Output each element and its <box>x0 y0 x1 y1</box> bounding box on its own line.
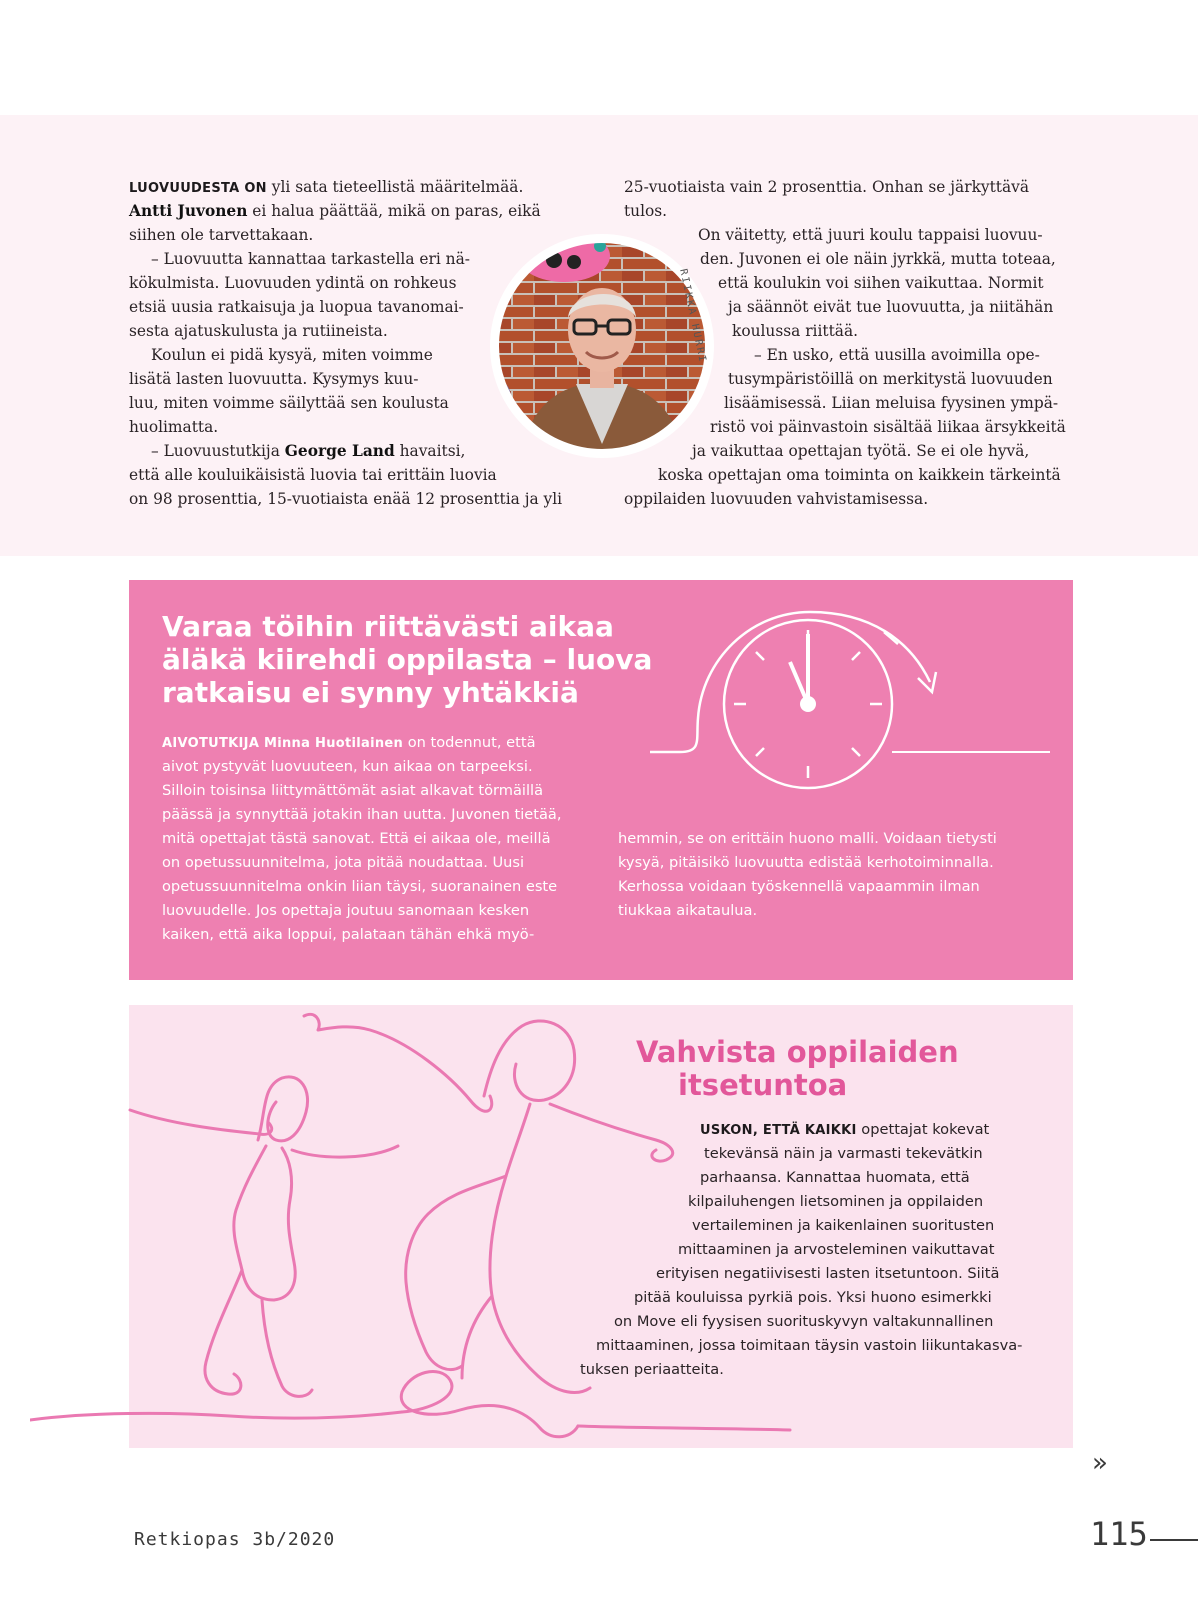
text-line: tekevänsä näin ja varmasti tekevätkin <box>704 1145 983 1162</box>
text-line: lisätä lasten luovuutta. Kysymys kuu- <box>129 370 419 388</box>
callout-title: Varaa töihin riittävästi aikaa äläkä kiirehdi oppilasta – luova ratkaisu ei synny yhtäkkiä <box>162 610 653 709</box>
text-line: ristö voi päinvastoin sisältää liikaa ärsykkeitä <box>710 418 1066 436</box>
text-line: kilpailuhengen lietsominen ja oppilaiden <box>688 1193 984 1210</box>
article-lead: LUOVUUDESTA ON <box>129 181 267 196</box>
text-line: koulussa riittää. <box>732 322 859 340</box>
text-line: – Luovuutta kannattaa tarkastella eri nä- <box>151 250 470 268</box>
text-line: Silloin toisinsa liittymättömät asiat alkavat törmäillä <box>162 782 544 799</box>
text-line: että alle kouluikäisistä luovia tai erittäin luovia <box>129 466 497 484</box>
callout-title <box>636 1036 959 1102</box>
text-line: huolimatta. <box>129 418 219 436</box>
text-line: tusympäristöillä on merkitystä luovuuden <box>728 370 1053 388</box>
text-line: kökulmista. Luovuuden ydintä on rohkeus <box>129 274 457 292</box>
text-line: – En usko, että uusilla avoimilla ope- <box>754 346 1040 364</box>
callout-lead: AIVOTUTKIJA Minna Huotilainen <box>162 736 404 751</box>
callout-esteem-text: USKON, ETTÄ KAIKKI opettajat kokevat tekevänsä näin ja varmasti tekevätkin parhaansa. Kannattaa huomata, että kilpailuhengen lietsominen ja oppilaiden vertaileminen ja kaikenlainen suoritusten mittaaminen ja arvosteleminen vaikuttavat erityisen negatiivisesti lasten itsetuntoon. Siitä pitää kouluissa pyrkiä pois. Yksi huono esimerkki on Move eli fyysisen suorituskyvyn valtakunnallinen mittaaminen, jossa toimitaan täysin vastoin liikuntakasva- tuksen periaatteita. <box>560 1118 1060 1378</box>
text-line: Koulun ei pidä kysyä, miten voimme <box>151 346 433 364</box>
text-line: pitää kouluissa pyrkiä pois. Yksi huono esimerkki <box>634 1289 992 1306</box>
callout-time-left-column: AIVOTUTKIJA Minna Huotilainen on todennut, että aivot pystyvät luovuuteen, kun aikaa on tarpeeksi. Silloin toisinsa liittymättömät asiat alkavat törmäillä päässä ja synnyttää jotakin ihan uutta. Juvonen tietää, mitä opettajat tästä sanovat. Että ei aikaa ole, meillä on opetussuunnitelma, jota pitää noudattaa. Uusi opetussuunnitelma onkin liian täysi, suoranainen este luovuudelle. Jos opettaja joutuu sanomaan kesken kaiken, että aika loppui, palataan tähän ehkä myö- <box>162 731 602 931</box>
text-line: päässä ja synnyttää jotakin ihan uutta. Juvonen tietää, <box>162 806 562 823</box>
clock-icon <box>640 600 1060 810</box>
page-number: 115 <box>1090 1515 1148 1553</box>
text-line: luovuudelle. Jos opettaja joutuu sanomaan kesken <box>162 902 530 919</box>
text-line: mittaaminen, jossa toimitaan täysin vastoin liikuntakasva- <box>596 1337 1023 1354</box>
text-line: hemmin, se on erittäin huono malli. Voidaan tietysti <box>618 830 997 847</box>
text-line: Kerhossa voidaan työskennellä vapaammin ilman <box>618 878 980 895</box>
text-line: 25-vuotiaista vain 2 prosenttia. Onhan se järkyttävä <box>624 178 1030 196</box>
text-line: että koulukin voi siihen vaikuttaa. Normit <box>718 274 1044 292</box>
callout-time-right-column <box>618 827 1048 927</box>
text-line: ja säännöt eivät tue luovuutta, ja niitähän <box>728 298 1054 316</box>
text-line: tiukkaa aikataulua. <box>618 902 758 919</box>
text-line: etsiä uusia ratkaisuja ja luopua tavanomai- <box>129 298 464 316</box>
text-line: parhaansa. Kannattaa huomata, että <box>700 1169 970 1186</box>
text-line: vertaileminen ja kaikenlainen suoritusten <box>692 1217 995 1234</box>
text-line: kysyä, pitäisikö luovuutta edistää kerhotoiminnalla. <box>618 854 994 871</box>
text-line: kaiken, että aika loppui, palataan tähän ehkä myö- <box>162 926 535 943</box>
publication-name: Retkiopas 3b/2020 <box>134 1529 336 1550</box>
text-line: mitä opettajat tästä sanovat. Että ei aikaa ole, meillä <box>162 830 551 847</box>
callout-title-line: itsetuntoa <box>678 1068 848 1102</box>
text-line: koska opettajan oma toiminta on kaikkein tärkeintä <box>658 466 1061 484</box>
callout-title-line: Vahvista oppilaiden <box>636 1035 959 1069</box>
page-number-rule <box>1150 1539 1198 1541</box>
text-line: tulos. <box>624 202 668 220</box>
text-line: den. Juvonen ei ole näin jyrkkä, mutta toteaa, <box>700 250 1056 268</box>
continue-arrow-icon: » <box>1092 1448 1108 1478</box>
text-line: luu, miten voimme säilyttää sen koulusta <box>129 394 449 412</box>
text-line: ja vaikuttaa opettajan työtä. Se ei ole hyvä, <box>692 442 1030 460</box>
article-left-column: LUOVUUDESTA ON yli sata tieteellistä määritelmää. Antti Juvonen ei halua päättää, mikä on paras, eikä siihen ole tarvettakaan. – Luovuutta kannattaa tarkastella eri nä- kökulmista. Luovuuden ydintä on rohkeus etsiä uusia ratkaisuja ja luopua tavanomai- sesta ajatuskulusta ja rutiineista. Koulun ei pidä kysyä, miten voimme lisätä lasten luovuutta. Kysymys kuu- luu, miten voimme säilyttää sen koulusta huolimatta. – Luovuustutkija George Land havaitsi, että alle kouluikäisistä luovia tai erittäin luovia on 98 prosenttia, 15-vuotiaista enää 12 prosenttia ja yli <box>129 175 579 515</box>
text-line: aivot pystyvät luovuuteen, kun aikaa on tarpeeksi. <box>162 758 533 775</box>
text-line: on Move eli fyysisen suorituskyvyn valtakunnallinen <box>614 1313 994 1330</box>
portrait-illustration <box>490 234 714 458</box>
text-line: on 98 prosenttia, 15-vuotiaista enää 12 prosenttia ja yli <box>129 490 563 508</box>
photo-credit: RIIKKA HURRI <box>677 268 709 365</box>
text-line: tuksen periaatteita. <box>580 1361 724 1378</box>
text-line: On väitetty, että juuri koulu tappaisi luovuu- <box>698 226 1043 244</box>
text-line: lisäämisessä. Liian meluisa fyysinen ympä- <box>724 394 1059 412</box>
text-line: erityisen negatiivisesti lasten itsetuntoon. Siitä <box>656 1265 1000 1282</box>
portrait-photo <box>490 234 714 458</box>
text-line: opetussuunnitelma onkin liian täysi, suoranainen este <box>162 878 558 895</box>
person-name: Antti Juvonen <box>129 202 248 220</box>
text-line: oppilaiden luovuuden vahvistamisessa. <box>624 490 929 508</box>
text-line: on opetussuunnitelma, jota pitää noudattaa. Uusi <box>162 854 525 871</box>
text-line: sesta ajatuskulusta ja rutiineista. <box>129 322 388 340</box>
text-line: mittaaminen ja arvosteleminen vaikuttavat <box>678 1241 995 1258</box>
text-line: siihen ole tarvettakaan. <box>129 226 314 244</box>
person-name: George Land <box>284 442 395 460</box>
callout-lead: USKON, ETTÄ KAIKKI <box>700 1123 857 1138</box>
